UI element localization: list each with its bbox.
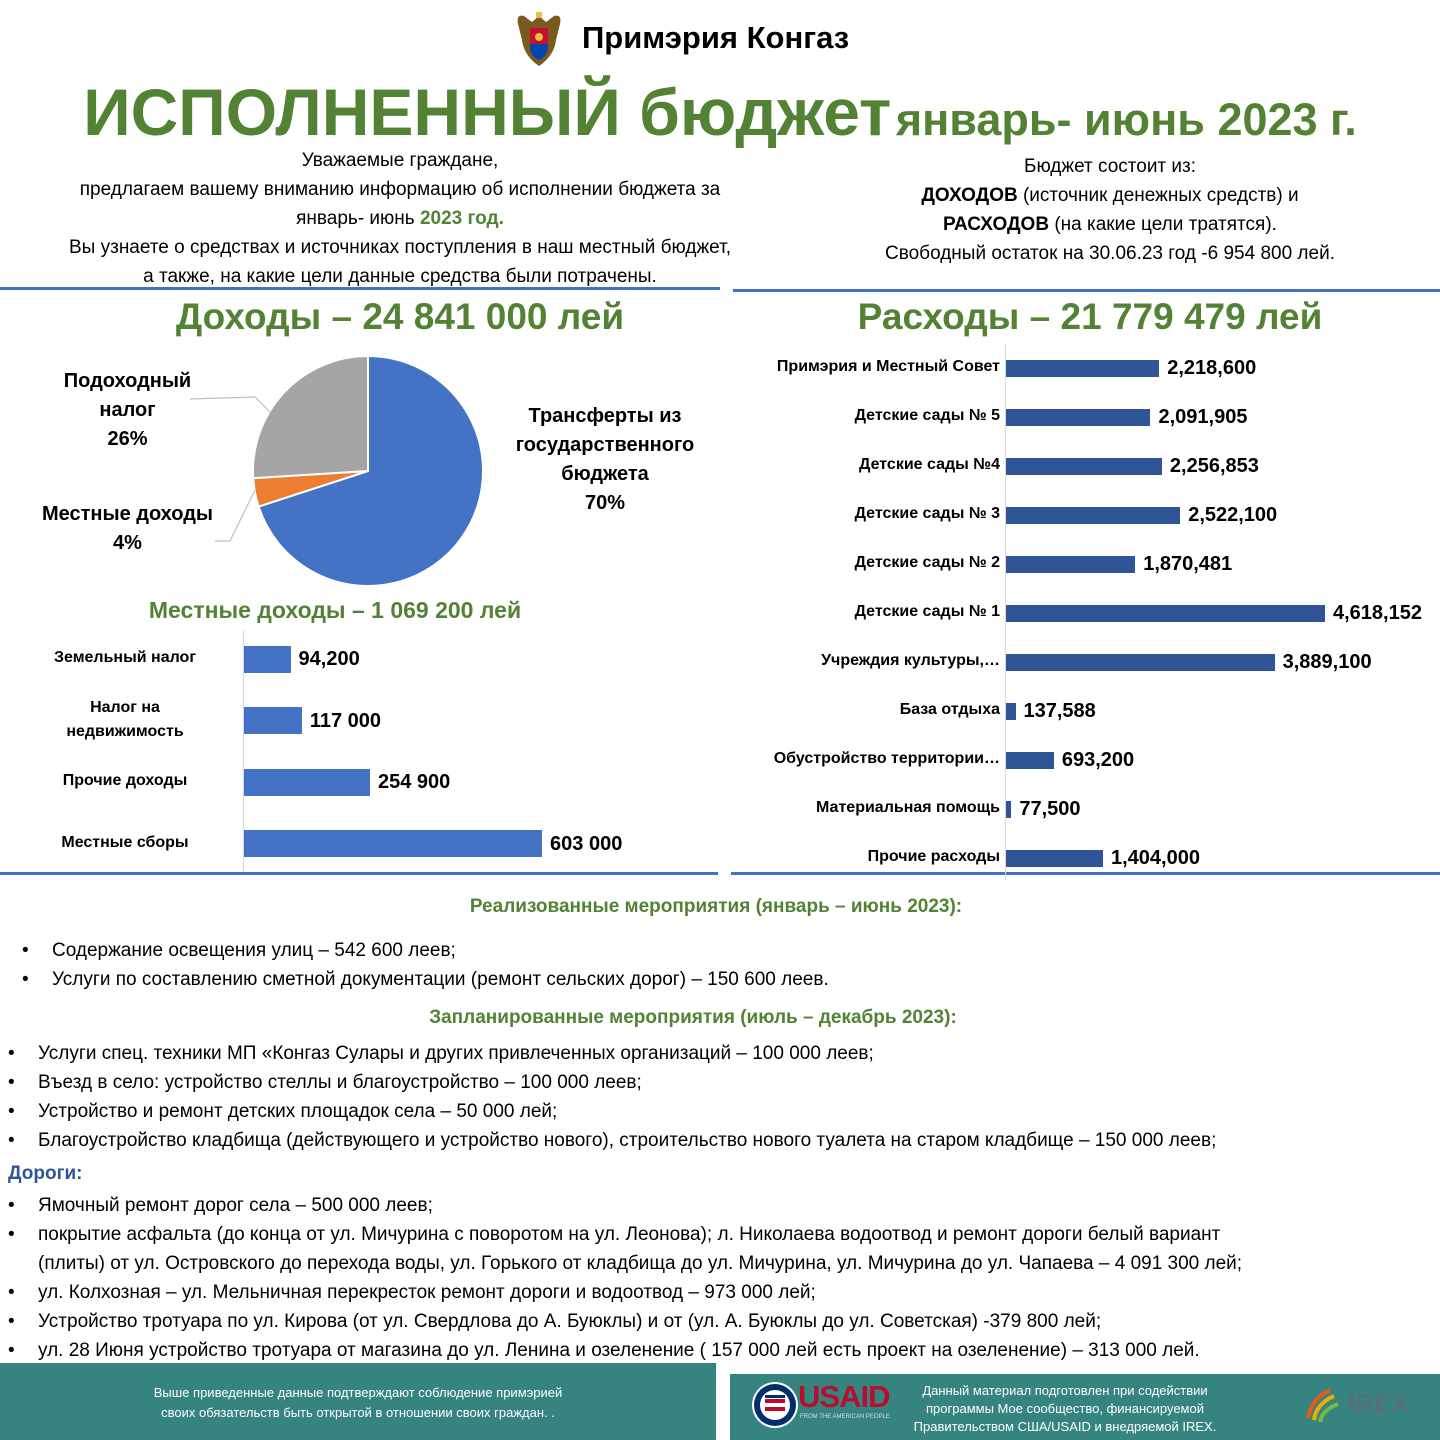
- bar: [1006, 654, 1275, 671]
- bar-category-label: [720, 796, 1000, 820]
- list-item-line: • покрытие асфальта (до конца от ул. Мичурина с поворотом на ул. Леонова); л. Николаева водоотвод и ремонт дороги белый вариант: [38, 1224, 1221, 1245]
- roads-list: [8, 1191, 1242, 1365]
- pie-label-percent: 26%: [107, 428, 148, 450]
- bar: [1006, 850, 1103, 867]
- budget-line: Бюджет состоит из:: [1023, 156, 1197, 177]
- bar-category-line: Земельный налог: [53, 649, 196, 666]
- bar-category-line: недвижимость: [66, 722, 184, 740]
- bar-value-label: 1,870,481: [1143, 553, 1233, 575]
- bar-value-label: 3,889,100: [1282, 651, 1372, 673]
- usaid-seal-icon: [752, 1382, 798, 1428]
- budget-line-part: (на какие цели тратятся).: [1049, 214, 1277, 235]
- bar-category-line: Обустройство территории…: [773, 750, 1000, 767]
- bar-value-label: 2,091,905: [1158, 406, 1248, 428]
- bar-value-label: 2,256,853: [1169, 455, 1259, 477]
- bar-category-label: [720, 453, 1000, 477]
- list-item: • Въезд в село: устройство стеллы и благоустройство – 100 000 леев;: [8, 1068, 1216, 1097]
- list-item: • Услуги по составлению сметной документации (ремонт сельских дорог) – 150 600 леев.: [22, 965, 829, 994]
- footer-sponsors: [730, 1374, 1440, 1440]
- pie-label-line: Местные доходы: [41, 503, 214, 525]
- bar-value-label: 603 000: [550, 832, 623, 855]
- intro-line-part: январь- июнь: [296, 208, 420, 229]
- footer-line: программы Мое сообщество, финансируемой: [926, 1401, 1204, 1416]
- pie-label-percent: 4%: [113, 532, 142, 554]
- bar-category-line: База отдыха: [899, 701, 1000, 718]
- expenses-title: Расходы – 21 779 479 лей: [857, 296, 1323, 337]
- bar-category-line: Налог на: [90, 698, 160, 716]
- bar-category-line: Детские сады № 1: [854, 603, 1000, 620]
- list-item: • Содержание освещения улиц – 542 600 леев;: [22, 936, 829, 965]
- pie-label-line: налог: [99, 399, 156, 421]
- bar-value-label: 137,588: [1023, 700, 1096, 722]
- org-name: Примэрия Конгаз: [582, 20, 850, 55]
- budget-income-word: ДОХОДОВ: [921, 185, 1018, 206]
- footer-line: Данный материал подготовлен при содействии: [922, 1383, 1208, 1398]
- bar: [1006, 458, 1162, 475]
- bar-category-label: [720, 747, 1000, 771]
- bar-category-line: Детские сады № 3: [854, 505, 1000, 522]
- bar-category-line: Детские сады № 2: [854, 554, 1000, 571]
- bar-category-label: [720, 551, 1000, 575]
- intro-line: а также, на какие цели данные средства были потрачены.: [143, 266, 657, 287]
- footer-statement: [0, 1363, 716, 1440]
- pie-label-line: Подоходный: [63, 370, 192, 392]
- bar-category-line: Прочие доходы: [62, 772, 188, 789]
- bar-category-line: Детские сады №4: [859, 456, 1000, 473]
- intro-line: Вы узнаете о средствах и источниках поступления в наш местный бюджет,: [69, 237, 731, 258]
- intro-line: предлагаем вашему вниманию информацию об исполнении бюджета за: [79, 179, 721, 200]
- bar-category-label: [720, 502, 1000, 526]
- bar-category-line: Примэрия и Местный Совет: [776, 358, 1000, 375]
- footer-line: Правительством США/USAID и внедряемой IREX.: [913, 1419, 1217, 1434]
- usaid-tagline: FROM THE AMERICAN PEOPLE: [800, 1414, 890, 1420]
- bar-value-label: 4,618,152: [1333, 602, 1422, 624]
- bar-category-label: [720, 404, 1000, 428]
- income-title: Доходы – 24 841 000 лей: [175, 296, 625, 337]
- list-item: • Устройство тротуара по ул. Кирова (от ул. Свердлова до А. Буюклы) и от (ул. А. Буюклы до ул. Советская) -379 800 лей;: [8, 1307, 1242, 1336]
- bar-value-label: 1,404,000: [1110, 847, 1200, 869]
- list-item: [8, 1220, 1242, 1278]
- bar-category-line: Учреждия культуры,…: [821, 652, 1000, 669]
- bar-category-line: Материальная помощь: [816, 799, 1000, 816]
- list-item: • ул. Колхозная – ул. Мельничная перекресток ремонт дороги и водоотвод – 973 000 лей;: [8, 1278, 1242, 1307]
- irex-logo: IREX: [1348, 1388, 1409, 1418]
- planned-title: Запланированные мероприятия (июль – декабрь 2023):: [429, 1007, 957, 1028]
- footer-line: своих обязательств быть открытой в отношении своих граждан. .: [161, 1405, 555, 1420]
- bar-category-line: Местные сборы: [61, 833, 189, 851]
- intro-line: Уважаемые граждане,: [301, 150, 499, 171]
- bar: [1006, 605, 1325, 622]
- bar-value-label: 117 000: [309, 709, 382, 732]
- realized-title: Реализованные мероприятия (январь – июнь 2023):: [469, 896, 963, 917]
- bar: [1006, 556, 1135, 573]
- bar-category-line: Детские сады № 5: [854, 407, 1000, 424]
- list-item: • Услуги спец. техники МП «Конгаз Сулары и других привлеченных организаций – 100 000 леев;: [8, 1039, 1216, 1068]
- irex-mark-icon: [1302, 1384, 1342, 1424]
- bar-category-label: [720, 355, 1000, 379]
- footer-credit: [905, 1382, 1225, 1436]
- local-income-title: Местные доходы – 1 069 200 лей: [148, 597, 522, 623]
- bar: [1006, 360, 1159, 377]
- title-main: ИСПОЛНЕННЫЙ бюджет: [83, 75, 892, 149]
- pie-label-percent: 70%: [584, 492, 626, 514]
- bar: [1006, 752, 1054, 769]
- budget-line-part: (источник денежных средств) и: [1017, 185, 1299, 206]
- bar-value-label: 2,218,600: [1167, 357, 1257, 379]
- realized-list: [22, 936, 829, 994]
- bar: [1006, 703, 1016, 720]
- bar-value-label: 254 900: [377, 771, 451, 793]
- pie-label-line: бюджета: [561, 463, 649, 485]
- pie-label-line: Трансферты из: [528, 405, 682, 427]
- list-item: • ул. 28 Июня устройство тротуара от магазина до ул. Ленина и озеленение ( 157 000 лей есть проект на озеленение) – 313 000 лей.: [8, 1336, 1242, 1365]
- bar-category-label: [720, 698, 1000, 722]
- list-item: • Благоустройство кладбища (действующего и устройство нового), строительство нового туалета на старом кладбище – 150 000 леев;: [8, 1126, 1216, 1155]
- bar-value-label: 693,200: [1061, 749, 1135, 771]
- list-item: • Ямочный ремонт дорог села – 500 000 леев;: [8, 1191, 1242, 1220]
- bar-category-label: [720, 845, 1000, 869]
- bar-category-label: [720, 649, 1000, 673]
- bar: [1006, 801, 1011, 818]
- roads-title: Дороги:: [8, 1163, 83, 1184]
- list-item: • Устройство и ремонт детских площадок села – 50 000 лей;: [8, 1097, 1216, 1126]
- footer-line: Выше приведенные данные подтверждают соблюдение примэрией: [153, 1385, 563, 1400]
- bar-value-label: 77,500: [1019, 798, 1081, 820]
- bar-category-line: Прочие расходы: [867, 848, 1000, 865]
- planned-list: [8, 1039, 1216, 1155]
- list-item-line: (плиты) от ул. Островского до перехода воды, ул. Горького от кладбища до ул. Мичурина, ул. Мичурина до ул. Чапаева – 4 091 300 лей;: [38, 1253, 1243, 1274]
- intro-year: 2023 год.: [419, 208, 504, 229]
- pie-label-line: государственного: [515, 434, 695, 456]
- title-period: январь- июнь 2023 г.: [895, 94, 1357, 145]
- bar-value-label: 2,522,100: [1188, 504, 1278, 526]
- bar: [1006, 507, 1180, 524]
- bar-value-label: 94,200: [298, 648, 360, 670]
- bar-category-label: [720, 600, 1000, 624]
- usaid-logo: USAID: [798, 1379, 890, 1414]
- budget-expense-word: РАСХОДОВ: [943, 214, 1050, 235]
- budget-line: Свободный остаток на 30.06.23 год -6 954 800 лей.: [885, 243, 1335, 264]
- bar: [1006, 409, 1150, 426]
